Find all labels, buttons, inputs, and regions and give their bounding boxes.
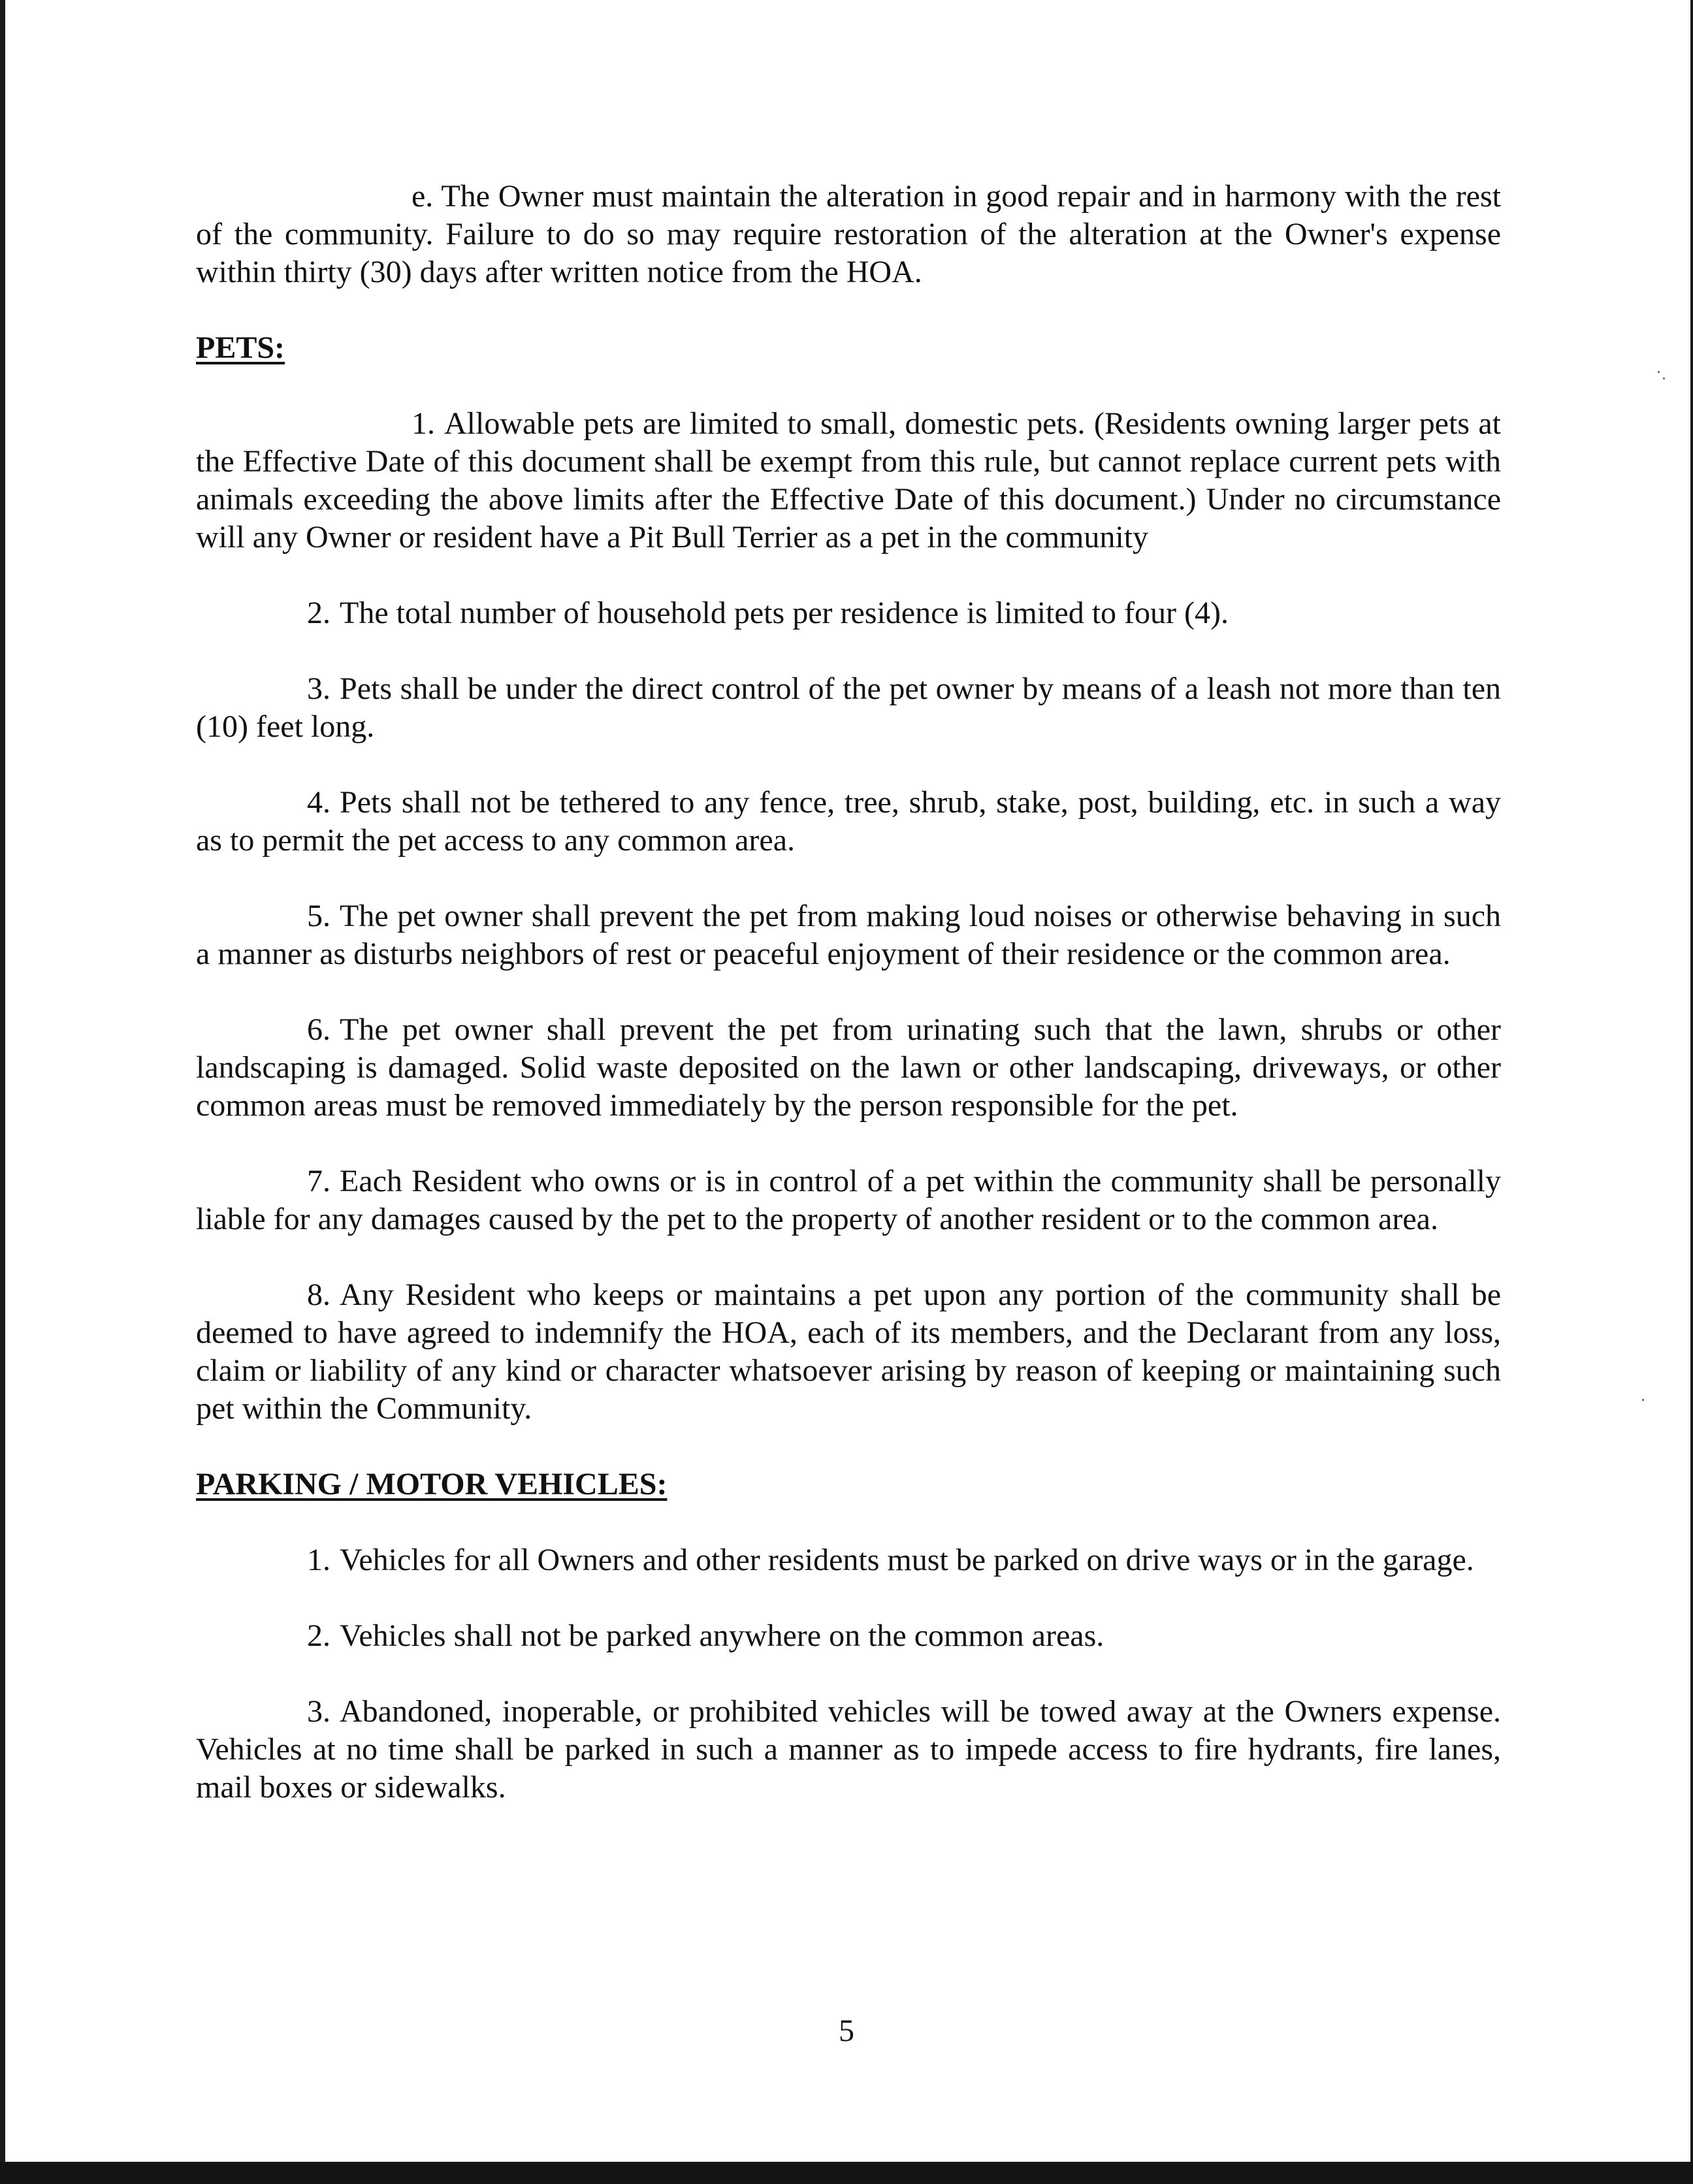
pets-item-text: The pet owner shall prevent the pet from urinating such that the lawn, shrubs or other landscaping is damaged. Solid waste deposited on the lawn or other landscaping, driveways, or other common areas must be removed immediately by the person responsible for the pet. bbox=[196, 1012, 1501, 1123]
parking-item-2 bbox=[196, 1617, 1501, 1655]
pets-item-text: Pets shall not be tethered to any fence, tree, shrub, stake, post, building, etc. in such a way as to permit the pet access to any common area. bbox=[196, 785, 1501, 858]
pets-item-8 bbox=[196, 1276, 1501, 1428]
pets-item-6 bbox=[196, 1011, 1501, 1125]
scan-speck bbox=[1663, 377, 1665, 379]
pets-item-4 bbox=[196, 784, 1501, 859]
parking-item-text: Vehicles shall not be parked anywhere on the common areas. bbox=[340, 1618, 1104, 1653]
pets-item-text: Each Resident who owns or is in control of a pet within the community shall be personally liable for any damages caused by the pet to the property of another resident or to the common area. bbox=[196, 1164, 1501, 1236]
parking-item-number: 2. bbox=[307, 1618, 331, 1653]
scan-edge-bottom bbox=[0, 2162, 1693, 2184]
pets-item-2 bbox=[196, 594, 1501, 632]
parking-item-number: 3. bbox=[307, 1694, 331, 1729]
pets-item-7 bbox=[196, 1163, 1501, 1238]
pets-item-3 bbox=[196, 670, 1501, 746]
pets-item-number: 3. bbox=[307, 671, 331, 706]
parking-item-1 bbox=[196, 1541, 1501, 1579]
pets-item-number: 4. bbox=[307, 785, 331, 820]
pets-item-text: Pets shall be under the direct control of the pet owner by means of a leash not more than ten (10) feet long. bbox=[196, 671, 1501, 744]
pets-item-text: The total number of household pets per residence is limited to four (4). bbox=[340, 596, 1229, 630]
pets-item-number: 7. bbox=[307, 1164, 331, 1198]
scan-edge-right bbox=[1690, 0, 1693, 2184]
pets-item-number: 6. bbox=[307, 1012, 331, 1047]
scan-edge-left bbox=[0, 0, 5, 2184]
pets-item-text: The pet owner shall prevent the pet from making loud noises or otherwise behaving in such a manner as disturbs neighbors of rest or peaceful enjoyment of their residence or the common area. bbox=[196, 899, 1501, 971]
document-page bbox=[196, 178, 1501, 1844]
parking-heading: PARKING / MOTOR VEHICLES: bbox=[196, 1467, 668, 1502]
alteration-item-e: e. The Owner must maintain the alteration in good repair and in harmony with the rest of the community. Failure to do so may require restoration of the alteration at the Owner's expense within thirty (30) days after written notice from the HOA. bbox=[196, 179, 1501, 289]
parking-item-3 bbox=[196, 1693, 1501, 1807]
pets-item-text: Any Resident who keeps or maintains a pet upon any portion of the community shall be deemed to have agreed to indemnify the HOA, each of its members, and the Declarant from any loss, claim or liability of any kind or character whatsoever arising by reason of keeping or maintaining such pet within the Community. bbox=[196, 1277, 1501, 1426]
scan-speck bbox=[1642, 1399, 1644, 1401]
parking-item-text: Vehicles for all Owners and other residents must be parked on drive ways or in the garage. bbox=[340, 1543, 1474, 1577]
pets-item-number: 5. bbox=[307, 899, 331, 933]
parking-item-number: 1. bbox=[307, 1543, 331, 1577]
page-number: 5 bbox=[839, 2014, 854, 2048]
pets-item-number: 2. bbox=[307, 596, 331, 630]
pets-heading: PETS: bbox=[196, 330, 285, 365]
pets-item-1 bbox=[196, 405, 1501, 556]
scan-speck bbox=[1658, 371, 1660, 373]
pets-item-5 bbox=[196, 897, 1501, 973]
pets-item-text: Allowable pets are limited to small, domestic pets. (Residents owning larger pets at the Effective Date of this document shall be exempt from this rule, but cannot replace current pets with animals exceeding the above limits after the Effective Date of this document.) Under no circumstance will any Owner or resident have a Pit Bull Terrier as a pet in the community bbox=[196, 406, 1501, 554]
parking-item-text: Abandoned, inoperable, or prohibited vehicles will be towed away at the Owners expense. Vehicles at no time shall be parked in such a manner as to impede access to fire hydrants, fire lanes, mail boxes or sidewalks. bbox=[196, 1694, 1501, 1805]
pets-item-number: 1. bbox=[411, 406, 435, 441]
pets-item-number: 8. bbox=[307, 1277, 331, 1312]
